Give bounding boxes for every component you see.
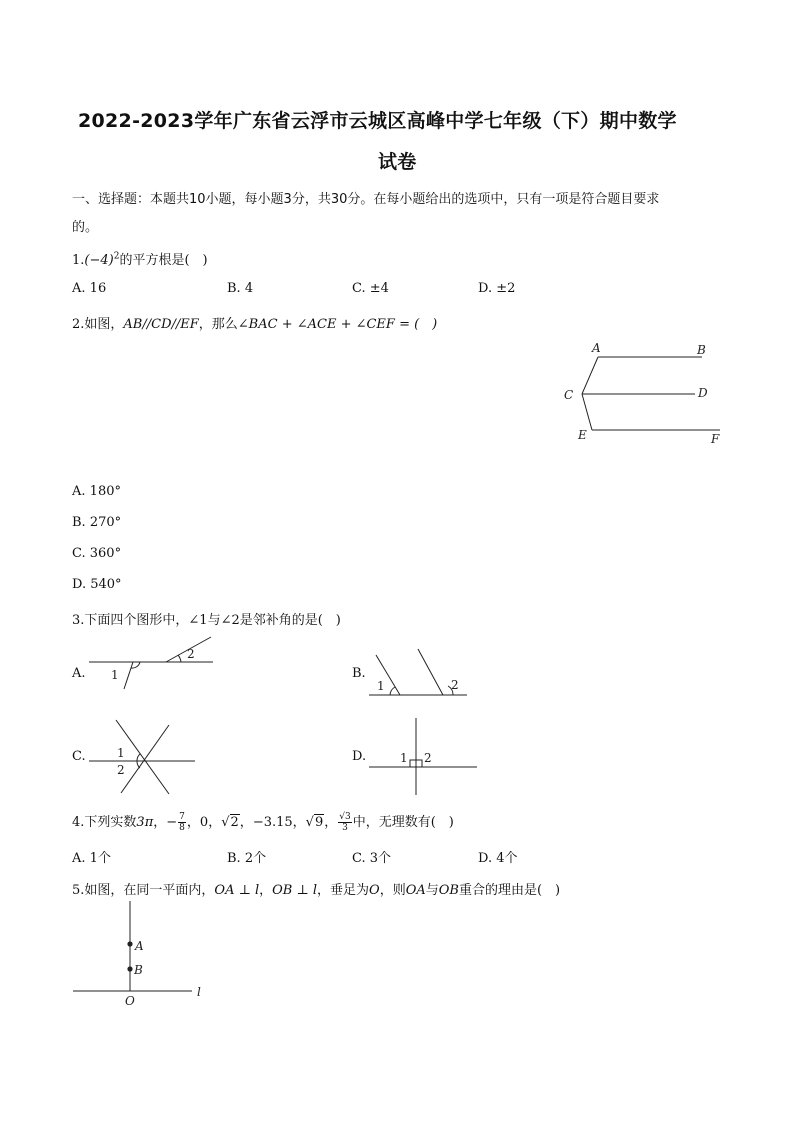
q3-option-d-label[interactable]: D. [352, 749, 367, 764]
q5-text: 重合的理由是( ) [458, 883, 561, 898]
q4-sqrt-9: 9 [314, 815, 324, 830]
question-2 [72, 313, 437, 332]
q4-text: 下列实数 [84, 815, 137, 830]
q2-option-a[interactable] [72, 484, 121, 499]
q4-text: 中，无理数有( ) [352, 815, 454, 830]
q4-option-c[interactable] [352, 847, 391, 866]
label-d: D [698, 386, 708, 400]
option-value: 3个 [369, 851, 392, 866]
q4-fraction-sqrt3-3 [338, 812, 351, 833]
q5-text: ，则 [379, 883, 406, 898]
q1-option-c[interactable] [352, 281, 389, 296]
q4-value-3pi: 3π [136, 815, 154, 830]
q5-text: 如图，在同一平面内， [84, 883, 215, 898]
section-instructions-continued: 的。 [72, 220, 99, 235]
numerator: 7 [179, 812, 185, 822]
separator: ， [324, 815, 338, 830]
option-label: D. [72, 577, 87, 592]
question-3 [72, 609, 341, 628]
denominator: 3 [342, 823, 348, 833]
q3-figure-d[interactable] [365, 716, 480, 798]
option-label: A. [72, 851, 86, 866]
q3-figure-a[interactable] [85, 632, 220, 692]
q2-option-d[interactable] [72, 577, 122, 592]
angle-label-1: 1 [400, 751, 408, 765]
angle-label-2: 2 [424, 751, 432, 765]
point-a [127, 941, 132, 946]
q1-text: 的平方根是( ) [119, 253, 208, 268]
q2-option-c[interactable] [72, 546, 121, 561]
label-a: A [592, 341, 601, 355]
q2-expression: ∠BAC + ∠ACE + ∠CEF = ( ) [237, 317, 438, 332]
q5-condition-oa: OA ⊥ l [214, 883, 260, 898]
question-5 [72, 879, 560, 898]
option-value: 16 [89, 281, 107, 296]
angle-label-1: 1 [111, 668, 119, 682]
separator: ， [208, 815, 222, 830]
q3-figure-b[interactable] [365, 645, 470, 700]
label-b: B [134, 963, 143, 977]
q5-point-o: O [369, 883, 380, 898]
section-instructions: 一、选择题：本题共10小题，每小题3分，共30分。在每小题给出的选项中，只有一项是符合题目要求 [72, 192, 660, 207]
label-c: C [564, 388, 574, 402]
label-l: l [197, 985, 201, 999]
separator: ， [153, 815, 167, 830]
label-a: A [135, 939, 144, 953]
label-f: F [711, 432, 720, 446]
q4-value-0: 0 [199, 815, 209, 830]
q4-option-b[interactable] [227, 847, 266, 866]
option-label: D. [478, 851, 493, 866]
point-b [127, 966, 132, 971]
option-label: C. [352, 851, 366, 866]
angle-label-2: 2 [451, 678, 459, 692]
sqrt-sign: √ [221, 815, 230, 830]
q4-value-neg-3-15: −3.15 [252, 815, 293, 830]
q5-perpendicular-figure [68, 898, 218, 1010]
q5-text: 与 [425, 883, 439, 898]
q3-figure-c[interactable] [85, 716, 200, 798]
question-4 [72, 811, 454, 833]
option-label: C. [352, 281, 366, 296]
separator: ， [186, 815, 200, 830]
option-value: 360° [89, 546, 122, 561]
angle-label-1: 1 [117, 746, 125, 760]
q4-option-a[interactable] [72, 847, 111, 866]
label-e: E [578, 428, 587, 442]
page-title: 2022-2023学年广东省云浮市云城区高峰中学七年级（下）期中数学 [78, 110, 677, 132]
segment-ce [582, 394, 592, 430]
q2-text: 如图， [84, 317, 124, 332]
option-value: ±4 [369, 281, 389, 296]
q3-option-b-label[interactable]: B. [352, 666, 366, 681]
sqrt-sign: √ [305, 815, 314, 830]
option-value: 2个 [244, 851, 267, 866]
separator: ， [259, 883, 273, 898]
q4-sqrt-2: 2 [230, 815, 239, 830]
page-title-continued: 试卷 [378, 151, 417, 173]
question-number: 5. [72, 883, 85, 898]
q3-text: 下面四个图形中，∠1与∠2是邻补角的是( ) [84, 613, 341, 628]
minus-sign: − [166, 815, 178, 830]
q2-condition: AB//CD//EF [123, 317, 199, 332]
q2-text: ，那么 [198, 317, 238, 332]
q1-expression: (−4) [84, 253, 114, 268]
q5-text: ，垂足为 [317, 883, 370, 898]
option-value: ±2 [496, 281, 516, 296]
option-value: 4个 [496, 851, 518, 866]
q5-ray-oa: OA [405, 883, 426, 898]
option-value: 4 [244, 281, 254, 296]
option-label: D. [478, 281, 493, 296]
option-label: B. [72, 515, 86, 530]
q5-ray-ob: OB [438, 883, 459, 898]
q3-option-a-label[interactable]: A. [72, 666, 86, 681]
numerator: √3 [339, 812, 351, 822]
q4-option-d[interactable] [478, 847, 518, 866]
option-value: 270° [89, 515, 122, 530]
angle-label-2: 2 [187, 647, 195, 661]
segment-ac [582, 357, 598, 394]
option-value: 180° [89, 484, 121, 499]
option-label: B. [227, 281, 241, 296]
q1-option-d[interactable] [478, 281, 515, 296]
question-number: 1. [72, 253, 85, 268]
separator: ， [292, 815, 306, 830]
question-number: 2. [72, 317, 85, 332]
question-number: 3. [72, 613, 85, 628]
question-1 [72, 249, 208, 268]
angle-label-2: 2 [117, 763, 125, 777]
option-value: 540° [90, 577, 122, 592]
q1-option-a[interactable] [72, 281, 106, 296]
question-number: 4. [72, 815, 85, 830]
option-value: 1个 [89, 851, 111, 866]
option-label: A. [72, 281, 86, 296]
q1-exponent: 2 [113, 251, 120, 262]
q2-parallel-lines-figure [560, 338, 730, 448]
label-b: B [697, 343, 706, 357]
separator: ， [239, 815, 253, 830]
denominator: 8 [179, 823, 185, 833]
option-label: C. [72, 546, 86, 561]
angle-label-1: 1 [377, 679, 385, 693]
q3-option-c-label[interactable]: C. [72, 749, 86, 764]
label-o: O [125, 994, 135, 1008]
q4-fraction-7-8 [178, 812, 186, 833]
q1-option-b[interactable] [227, 281, 253, 296]
option-label: A. [72, 484, 86, 499]
q2-option-b[interactable] [72, 515, 121, 530]
q5-condition-ob: OB ⊥ l [272, 883, 317, 898]
option-label: B. [227, 851, 241, 866]
